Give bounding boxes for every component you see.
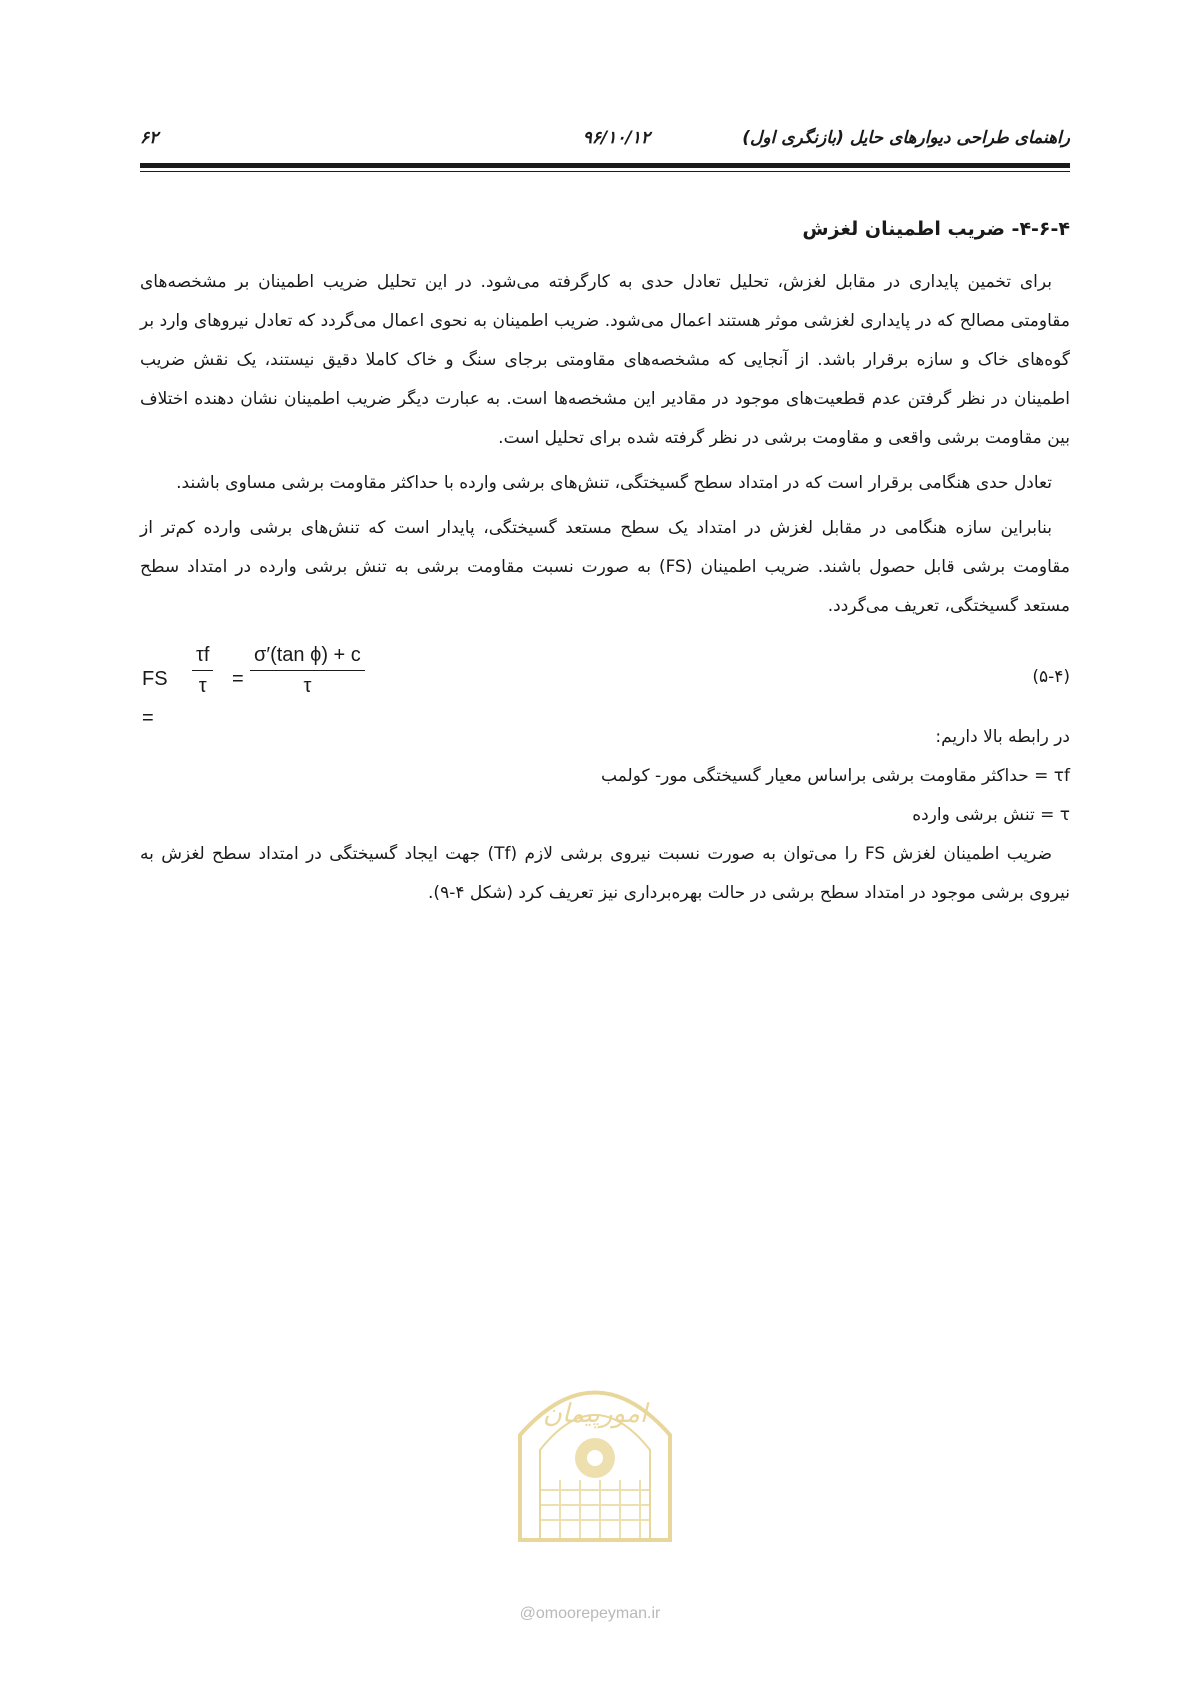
fraction-1-numerator: τf <box>192 640 213 671</box>
header-rule-thin <box>140 171 1070 172</box>
fraction-2-denominator: τ <box>303 675 312 697</box>
page-content <box>140 210 1070 919</box>
document-title: راهنمای طراحی دیوارهای حایل (بازنگری اول) <box>742 128 1070 148</box>
watermark-url: @omoorepeyman.ir <box>519 1605 661 1622</box>
fraction-2-numerator: σ′(tan ϕ) + c <box>250 640 365 671</box>
fraction-1 <box>192 640 213 701</box>
definitions-block <box>140 718 1070 835</box>
omoorepeyman-logo <box>480 1340 710 1570</box>
page-number: ۶۲ <box>140 128 159 148</box>
closing-paragraph: ضریب اطمینان لغزش FS را می‌توان به صورت نسبت نیروی برشی لازم (Tf) جهت ایجاد گسیختگی در امتداد سطح لغزش به نیروی برشی موجود در امتداد سطح برشی در حالت بهره‌برداری نیز تعریف کرد (شکل ۴-۹). <box>140 844 1070 903</box>
formula-equals: = <box>232 668 244 690</box>
formula-lhs: FS = <box>142 668 168 729</box>
paragraph-1: برای تخمین پایداری در مقابل لغزش، تحلیل تعادل حدی به کارگرفته می‌شود. در این تحلیل ضریب اطمینان بر مشخصه‌های مقاومتی مصالح که در پایداری لغزشی موثر هستند اعمال می‌شود. ضریب اطمینان به نحوی اعمال می‌گردد که تعادل نیروهای وارد بر گوه‌های خاک و سازه برقرار باشد. از آنجایی که مشخصه‌های مقاومتی برجای سنگ و خاک کاملا دقیق نیستند، یک نقش ضریب اطمینان در نظر گرفتن عدم قطعیت‌های موجود در مقادیر این مشخصه‌ها است. به عبارت دیگر ضریب اطمینان نشان دهنده اختلاف بین مقاومت برشی واقعی و مقاومت برشی در نظر گرفته شده برای تحلیل است. <box>140 272 1070 448</box>
paragraph-2: تعادل حدی هنگامی برقرار است که در امتداد سطح گسیختگی، تنش‌های برشی وارده با حداکثر مقاومت برشی مساوی باشند. <box>176 473 1052 493</box>
definition-tau: τ = تنش برشی وارده <box>912 805 1070 825</box>
page-header <box>140 128 1070 158</box>
equation-number: (۵-۴) <box>1032 667 1070 687</box>
section-heading: ۴-۶-۴- ضریب اطمینان لغزش <box>802 218 1070 240</box>
fraction-2 <box>250 640 365 701</box>
logo-text: امورپیمان <box>542 1399 648 1429</box>
document-date: ۹۶/۱۰/۱۲ <box>582 128 650 148</box>
definitions-intro: در رابطه بالا داریم: <box>935 727 1070 747</box>
fraction-1-denominator: τ <box>198 675 207 697</box>
paragraph-3: بنابراین سازه هنگامی در مقابل لغزش در امتداد یک سطح مستعد گسیختگی، پایدار است که تنش‌های برشی وارده کم‌تر از مقاومت برشی قابل حصول باشند. ضریب اطمینان (FS) به صورت نسبت مقاومت برشی به تنش برشی وارده در امتداد سطح مستعد گسیختگی، تعریف می‌گردد. <box>140 518 1070 616</box>
equation-5-4 <box>140 636 1070 729</box>
definition-tau-f: τf = حداکثر مقاومت برشی براساس معیار گسیختگی مور- کولمب <box>601 766 1070 786</box>
header-rule-thick <box>140 163 1070 168</box>
